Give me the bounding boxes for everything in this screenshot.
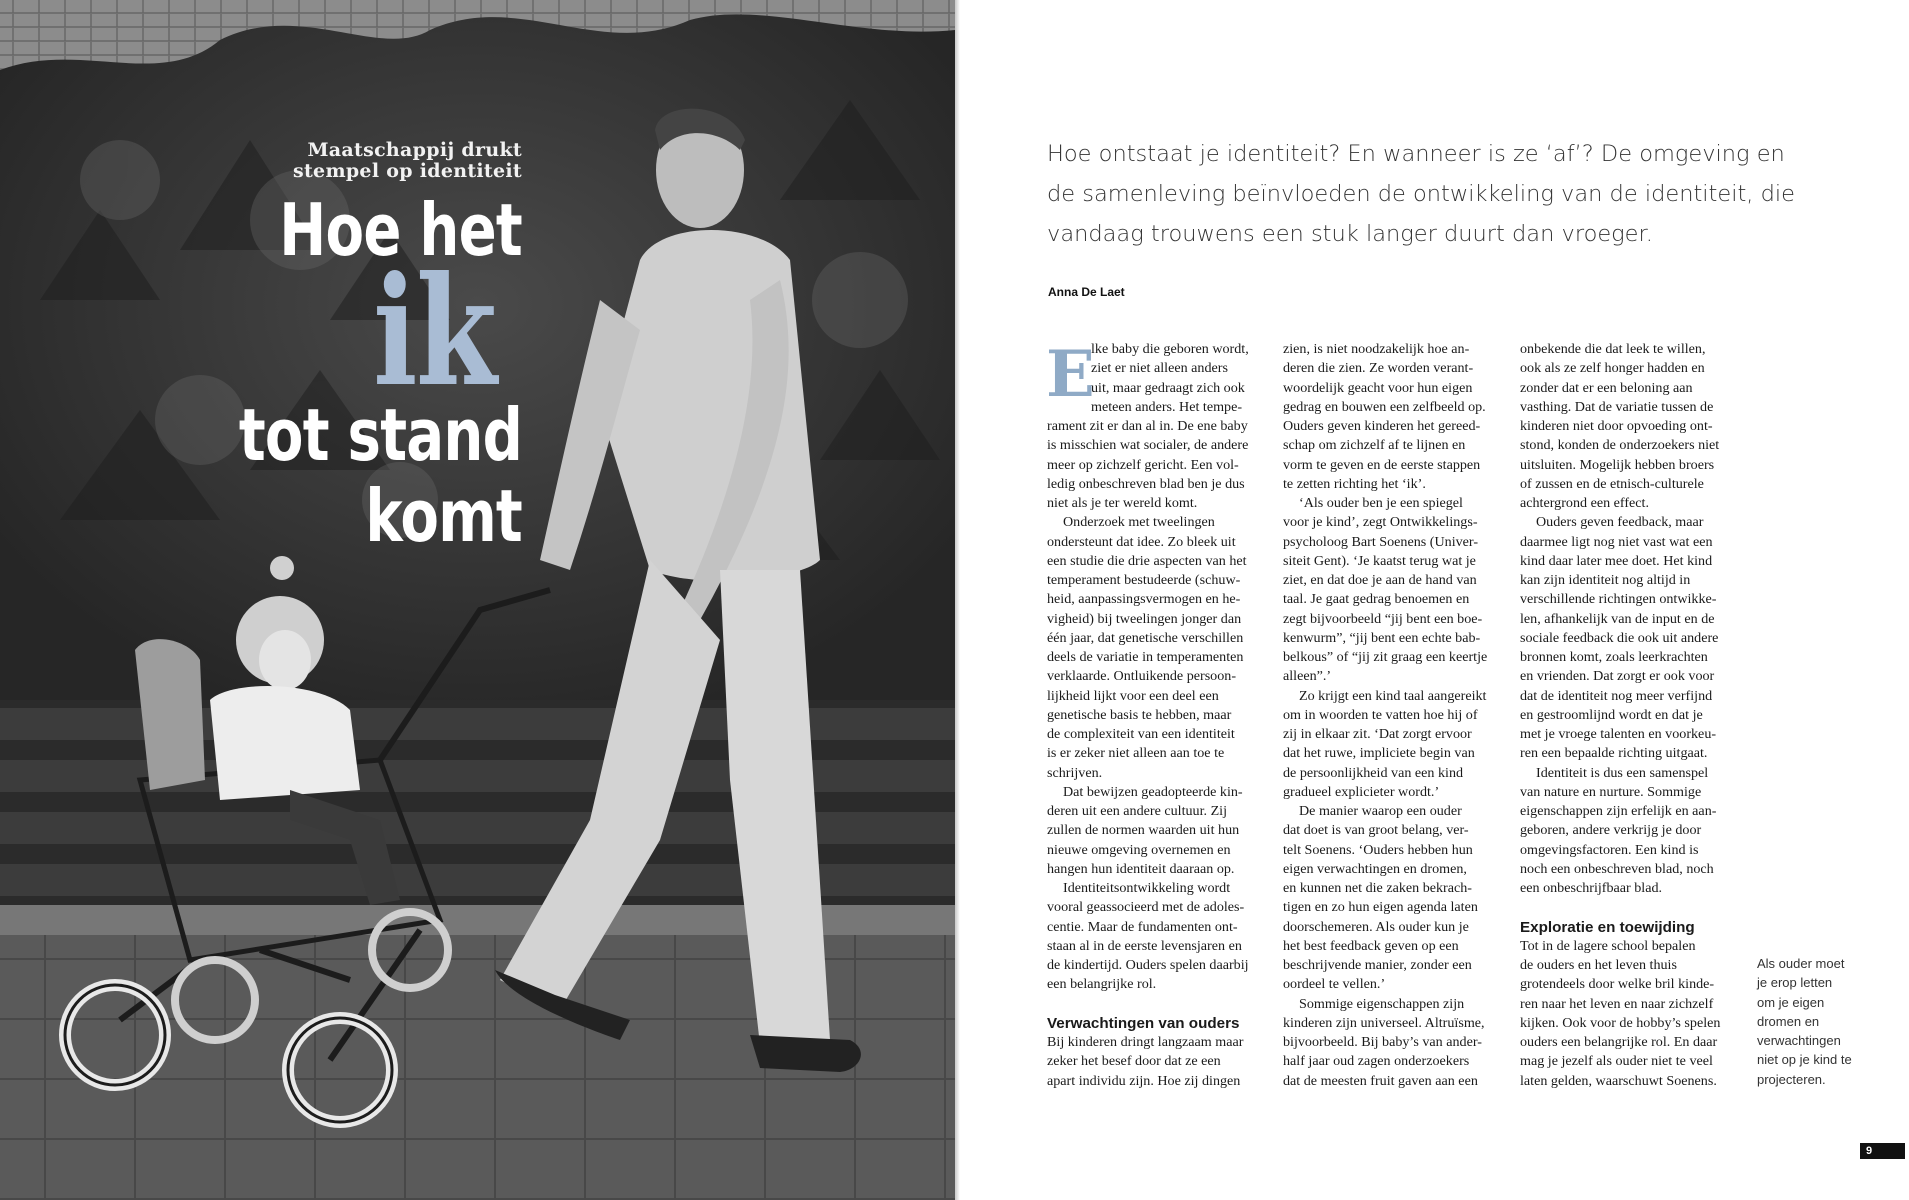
body-text-line: ren een bepaalde richting uitgaat. — [1520, 745, 1708, 762]
body-text-line: len, afhankelijk van de input en de — [1520, 610, 1715, 627]
body-text-line: een onbeschrijfbaar blad. — [1520, 880, 1663, 896]
body-text-line: ren naar het leven en naar zichzelf — [1520, 995, 1714, 1012]
body-text-line: is misschien wat socialer, de andere — [1047, 437, 1249, 454]
body-text-line: noch een onbeschreven blad, noch — [1520, 860, 1714, 877]
body-text-line: gradueel explicieter wordt.’ — [1283, 783, 1440, 800]
headline-line: tot stand — [238, 393, 523, 477]
body-text-line: van nature en nurture. Sommige — [1520, 783, 1702, 800]
lead-line: Hoe ontstaat je identiteit? En wanneer is ze ‘af’? De omgeving en — [1047, 141, 1785, 167]
sidenote-line: je erop letten — [1757, 975, 1833, 991]
body-text-line: doorschemeren. Als ouder kun je — [1283, 918, 1469, 935]
body-text-line: uitsluiten. Mogelijk hebben broers — [1520, 456, 1715, 473]
body-text-line: heid, aanpassingsvermogen en he- — [1047, 591, 1241, 608]
body-text-line: genetische basis te hebben, maar — [1047, 706, 1232, 723]
body-text-line: taal. Je gaat gedrag benoemen en — [1283, 591, 1470, 608]
body-text-line: hangen hun identiteit daaraan op. — [1047, 860, 1235, 877]
body-text-line: lijkheid lijkt voor een deel een — [1047, 687, 1219, 704]
body-text-line: bijvoorbeeld. Bij baby’s van ander- — [1283, 1034, 1482, 1050]
body-text-line: tigen en zo hun eigen agenda laten — [1283, 899, 1478, 916]
body-text-line: zien, is niet noodzakelijk hoe an- — [1283, 341, 1470, 357]
body-text-line: zullen de normen waarden uit hun — [1047, 822, 1240, 839]
pull-quote-sidenote — [1757, 954, 1877, 1089]
body-text-line: schap om zichzelf af te lijnen en — [1283, 437, 1466, 454]
body-text-line: telt Soenens. ‘Ouders hebben hun — [1283, 841, 1473, 858]
body-text-line: verklaarde. Ontluikende persoon- — [1047, 668, 1237, 685]
body-text-line: kind daar later mee doet. Het kind — [1520, 552, 1713, 569]
body-text-line: de kindertijd. Ouders spelen daarbij — [1047, 957, 1249, 973]
body-text-line: psycholoog Bart Soenens (Univer- — [1283, 533, 1479, 550]
body-text-line: vasthing. Dat de variatie tussen de — [1520, 398, 1714, 415]
body-text-line: een studie die drie aspecten van het — [1047, 552, 1247, 569]
body-text-line: is er zeker niet alleen aan toe te — [1047, 745, 1225, 762]
body-text-line: deren uit een andere cultuur. Zij — [1047, 803, 1228, 819]
body-text-line: deren die zien. Ze worden verant- — [1283, 360, 1474, 377]
body-text-line: nieuwe omgeving overnemen en — [1047, 841, 1231, 858]
body-text-line: de ouders en het leven thuis — [1520, 957, 1677, 973]
body-text-line: grotendeels door welke bril kinde- — [1520, 976, 1715, 993]
body-text-line: ziet, en dat doe je aan de hand van — [1283, 572, 1477, 588]
body-text-line: centie. Maar de fundamenten ont- — [1047, 918, 1238, 935]
body-text-line: kinderen zijn universeel. Altruïsme, — [1283, 1014, 1485, 1031]
headline-line: Hoe het — [279, 188, 522, 272]
body-text-line: oordeel te vellen.’ — [1283, 976, 1386, 993]
lead-paragraph — [1047, 134, 1795, 254]
body-text-line: Ouders geven kinderen het gereed- — [1283, 418, 1481, 434]
body-text-line: zeker het besef door dat ze een — [1047, 1053, 1221, 1070]
text-column-3 — [1520, 340, 1742, 1091]
sidenote-line: niet op je kind te — [1757, 1052, 1852, 1068]
lead-line: de samenleving beïnvloeden de ontwikkeling van de identiteit, die — [1047, 181, 1795, 207]
body-text-line: verschillende richtingen ontwikke- — [1520, 591, 1717, 608]
body-text-line: meer op zichzelf gericht. Een vol- — [1047, 456, 1239, 473]
headline-accent-word: ik — [373, 244, 496, 420]
section-heading: Verwachtingen van ouders — [1047, 1014, 1240, 1032]
sidenote-line: projecteren. — [1757, 1071, 1826, 1087]
body-text-line: ook als ze zelf honger hadden en — [1520, 360, 1705, 377]
body-text-line: voor je kind’, zegt Ontwikkelings- — [1283, 514, 1478, 531]
body-text-line: ledig onbeschreven blad ben je dus — [1047, 475, 1245, 492]
body-text-line: Bij kinderen dringt langzaam maar — [1047, 1034, 1244, 1050]
body-text-line: half jaar oud zagen onderzoekers — [1283, 1053, 1470, 1070]
body-text-line: ouders een belangrijke rol. En daar — [1520, 1034, 1718, 1050]
body-text-line: om in woorden te vatten hoe hij of — [1283, 706, 1478, 723]
body-text-line: Zo krijgt een kind taal aangereikt — [1299, 687, 1487, 704]
body-text-line: temperament bestudeerde (schuw- — [1047, 572, 1241, 588]
text-column-1 — [1046, 337, 1269, 1091]
body-text-line: De manier waarop een ouder — [1299, 803, 1462, 819]
body-text-line: met je vroege talenten en voorkeu- — [1520, 726, 1717, 742]
author-byline: Anna De Laet — [1048, 285, 1125, 299]
body-text-line: dat het ruwe, impliciete begin van — [1283, 745, 1475, 762]
body-text-line: Sommige eigenschappen zijn — [1299, 995, 1465, 1012]
drop-cap: E — [1046, 337, 1095, 412]
body-text-line: of zussen en de etnisch-culturele — [1520, 475, 1704, 492]
body-text-line: dat de meesten fruit gaven aan een — [1283, 1072, 1478, 1089]
body-text-line: zegt bijvoorbeeld “jij bent een boe- — [1283, 610, 1483, 627]
body-text-line: apart individu zijn. Hoe zij dingen — [1047, 1072, 1241, 1089]
body-text-line: deels de variatie in temperamenten — [1047, 649, 1244, 665]
body-text-line: stond, konden de onderzoekers niet — [1520, 437, 1720, 454]
headline-line: komt — [365, 474, 522, 558]
body-text-line: Identiteitsontwikkeling wordt — [1063, 880, 1231, 896]
sidenote-line: om je eigen — [1757, 994, 1825, 1010]
kicker-line: Maatschappij drukt — [307, 139, 522, 161]
paragraph-gap — [1520, 898, 1742, 917]
page-gutter — [955, 0, 960, 1200]
body-text-line: ‘Als ouder ben je een spiegel — [1299, 495, 1463, 511]
body-text-line: zonder dat er een beloning aan — [1520, 379, 1693, 396]
body-text-line: siteit Gent). ‘Je kaatst terug wat je — [1283, 552, 1476, 569]
body-text-line: bronnen komt, zoals leerkrachten — [1520, 649, 1708, 665]
body-text-line: onbekende die dat leek te willen, — [1520, 341, 1706, 357]
body-text-line: beschrijvende manier, zonder een — [1283, 957, 1472, 973]
body-text-line: niet als je ter wereld komt. — [1047, 495, 1198, 511]
body-text-line: zij in elkaar zit. ‘Dat zorgt ervoor — [1283, 726, 1472, 742]
body-text-line: kinderen niet door opvoeding ont- — [1520, 418, 1713, 434]
body-text-line: een belangrijke rol. — [1047, 976, 1157, 993]
body-text-line: Tot in de lagere school bepalen — [1520, 937, 1696, 954]
body-text-line: daarmee ligt nog niet vast wat een — [1520, 533, 1713, 550]
sidenote-line: Als ouder moet — [1757, 956, 1845, 971]
body-text-line: rament zit er dan al in. De ene baby — [1047, 418, 1248, 434]
kicker — [182, 140, 522, 182]
body-text-line: Ouders geven feedback, maar — [1536, 514, 1704, 531]
body-text-line: meteen anders. Het tempe- — [1091, 398, 1243, 415]
body-text-line: en gestroomlijnd wordt en dat je — [1520, 706, 1703, 723]
body-text-line: vorm te geven en de eerste stappen — [1283, 456, 1481, 473]
body-text-line: laten gelden, waarschuwt Soenens. — [1520, 1072, 1717, 1089]
body-text-line: kan zijn identiteit nog altijd in — [1520, 572, 1691, 588]
page-number: 9 — [1860, 1143, 1905, 1159]
body-text-line: eigen verwachtingen en dromen, — [1283, 860, 1467, 877]
body-text-line: Dat bewijzen geadopteerde kin- — [1063, 783, 1243, 800]
kicker-line: stempel op identiteit — [292, 160, 522, 182]
body-text-line: woordelijk geacht voor hun eigen — [1283, 379, 1473, 396]
headline — [194, 190, 522, 556]
body-text-line: eigenschappen zijn erfelijk en aan- — [1520, 803, 1717, 819]
body-text-line: omgevingsfactoren. Een kind is — [1520, 841, 1699, 858]
body-text-line: en kunnen net die zaken bekrach- — [1283, 880, 1472, 896]
body-text-line: dat doet is van groot belang, ver- — [1283, 822, 1469, 839]
body-text-line: één jaar, dat genetische verschillen — [1047, 629, 1244, 646]
body-text-line: sociale feedback die ook uit andere — [1520, 629, 1719, 646]
body-text-line: uit, maar gedraagt zich ook — [1091, 379, 1245, 396]
body-text-line: kijken. Ook voor de hobby’s spelen — [1520, 1014, 1721, 1031]
body-text-line: ziet er niet alleen anders — [1091, 360, 1228, 377]
paragraph-gap — [1047, 995, 1269, 1014]
body-text-line: gedrag en bouwen een zelfbeeld op. — [1283, 398, 1486, 415]
body-text-line: belkous” of “jij zit graag een keertje — [1283, 649, 1488, 665]
body-text-line: lke baby die geboren wordt, — [1091, 341, 1249, 357]
body-text-line: vigheid) bij tweelingen jonger dan — [1047, 610, 1242, 627]
body-text-line: de persoonlijkheid van een kind — [1283, 764, 1464, 781]
text-column-2 — [1283, 340, 1505, 1091]
body-text-line: ondersteunt dat idee. Zo bleek uit — [1047, 533, 1236, 550]
body-text-line: vooral geassocieerd met de adoles- — [1047, 899, 1245, 916]
body-text-line: dat de identiteit nog meer verfijnd — [1520, 687, 1713, 704]
lead-line: vandaag trouwens een stuk langer duurt dan vroeger. — [1047, 221, 1653, 247]
body-text-line: Identiteit is dus een samenspel — [1536, 764, 1709, 781]
body-text-line: Onderzoek met tweelingen — [1063, 514, 1215, 531]
body-text-line: kenwurm”, “jij bent een echte bab- — [1283, 629, 1481, 646]
sidenote-line: verwachtingen — [1757, 1033, 1841, 1049]
body-text-line: de complexiteit van een identiteit — [1047, 726, 1235, 742]
body-text-line: schrijven. — [1047, 764, 1103, 781]
body-text-line: geboren, andere verkrijg je door — [1520, 822, 1702, 839]
body-text-line: mag je jezelf als ouder niet te veel — [1520, 1053, 1713, 1070]
body-text-line: achtergrond een effect. — [1520, 495, 1649, 511]
section-heading: Exploratie en toewijding — [1520, 918, 1695, 936]
body-text-line: alleen”.’ — [1283, 668, 1332, 685]
body-text-line: en vrienden. Dat zorgt er ook voor — [1520, 668, 1715, 685]
body-text-line: staan al in de eerste levensjaren en — [1047, 937, 1242, 954]
body-text-line: te zetten richting het ‘ik’. — [1283, 475, 1426, 492]
sidenote-line: dromen en — [1757, 1013, 1820, 1029]
body-text-line: het best feedback geven op een — [1283, 937, 1459, 954]
